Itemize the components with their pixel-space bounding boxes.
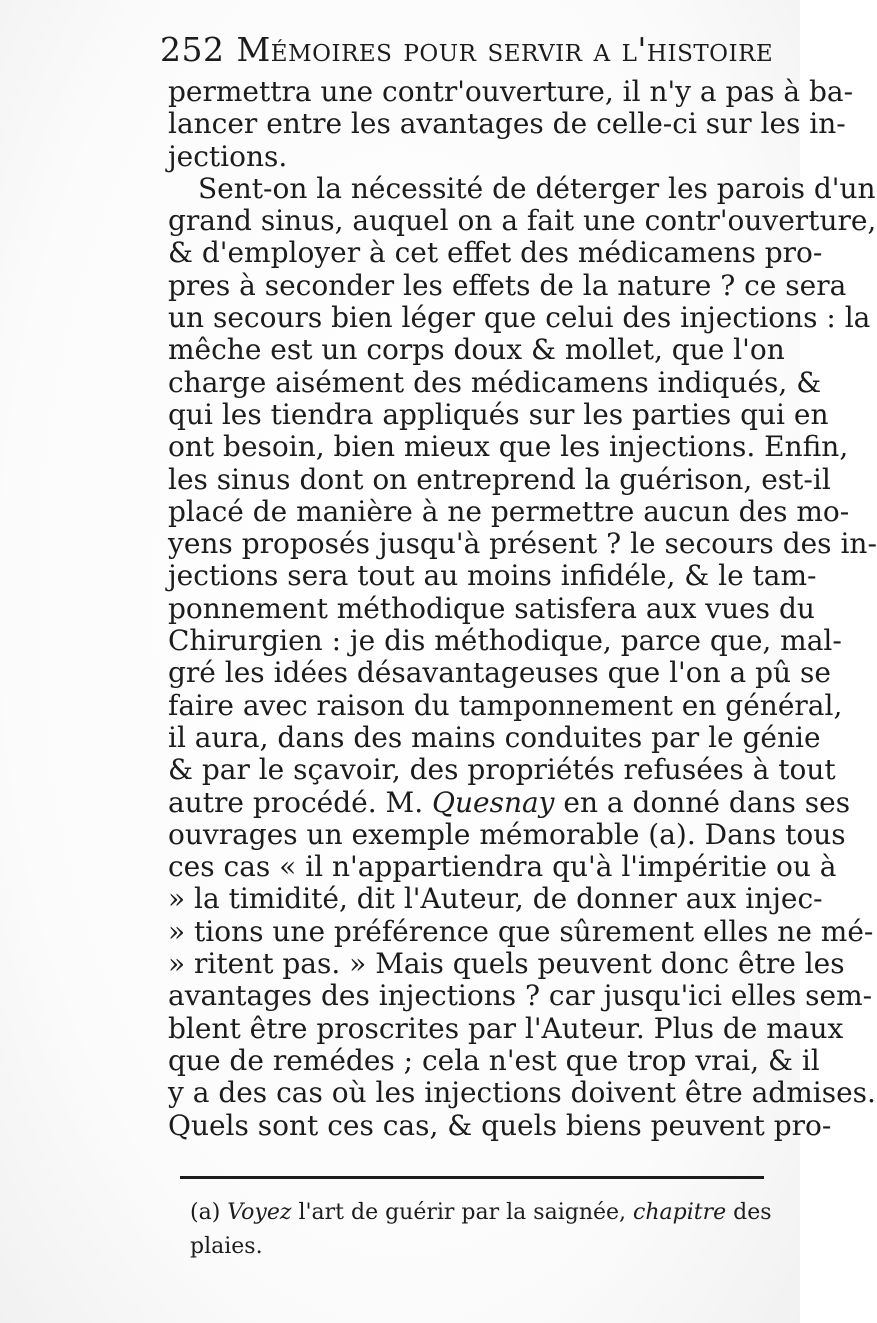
footnote-text: l'art de guérir par la saignée,: [298, 1200, 627, 1225]
page-header: [160, 30, 774, 69]
text-line: qui les tiendra appliqués sur les parties qui en: [168, 397, 829, 431]
text-line: yens proposés jusqu'à présent ? le secours des in-: [168, 527, 877, 561]
footnote-line: [190, 1196, 770, 1230]
text-line: pres à seconder les effets de la nature ? ce sera: [168, 268, 847, 302]
text-line: & d'employer à cet effet des médicamens pro-: [168, 236, 823, 270]
text-line: grand sinus, auquel on a fait une contr'ouverture,: [168, 204, 877, 238]
footnote-marker: (a): [190, 1200, 221, 1225]
text-line: jections sera tout au moins infidéle, & le tam-: [168, 559, 817, 593]
text-line: Chirurgien : je dis méthodique, parce que, mal-: [168, 624, 842, 658]
text-segment: en a donné dans ses: [563, 785, 851, 819]
text-line: gré les idées désavantageuses que l'on a pû se: [168, 656, 831, 690]
text-line-quesnay: [168, 785, 851, 819]
running-title: Mémoires pour servir a l'histoire: [236, 30, 774, 69]
text-line: ponnement méthodique satisfera aux vues du: [168, 591, 815, 625]
footnote-des: des: [733, 1200, 772, 1225]
text-line: ont besoin, bien mieux que les injections. Enfin,: [168, 430, 849, 464]
text-line: & par le sçavoir, des propriétés refusées à tout: [168, 753, 836, 787]
text-line: faire avec raison du tamponnement en général,: [168, 688, 843, 722]
footnote-voyez: Voyez: [227, 1200, 292, 1225]
text-segment: autre procédé. M.: [168, 785, 424, 819]
text-line: ouvrages un exemple mémorable (a). Dans tous: [168, 817, 846, 851]
text-line: mêche est un corps doux & mollet, que l'on: [168, 333, 785, 367]
text-line: y a des cas où les injections doivent être admises.: [168, 1076, 876, 1110]
text-line: avantages des injections ? car jusqu'ici elles sem-: [168, 979, 873, 1013]
text-line: Quels sont ces cas, & quels biens peuvent pro-: [168, 1108, 832, 1142]
text-line: il aura, dans des mains conduites par le génie: [168, 720, 821, 754]
text-line: » ritent pas. » Mais quels peuvent donc être les: [168, 947, 845, 981]
text-line: un secours bien léger que celui des injections : la: [168, 301, 871, 335]
text-line: » la timidité, dit l'Auteur, de donner aux injec-: [168, 882, 823, 916]
page-number: 252: [160, 30, 225, 69]
text-line: jections.: [168, 139, 288, 173]
text-line: permettra une contr'ouverture, il n'y a pas à ba-: [168, 75, 854, 108]
text-line: placé de manière à ne permettre aucun des mo-: [168, 494, 850, 528]
footnote-line: plaies.: [190, 1234, 263, 1259]
text-line: les sinus dont on entreprend la guérison, est-il: [168, 462, 831, 496]
text-line: » tions une préférence que sûrement elles ne mé-: [168, 914, 874, 948]
text-line: Sent-on la nécessité de déterger les parois d'un: [198, 171, 876, 205]
body-text: [168, 75, 877, 1142]
footnote-rule: [180, 1176, 764, 1179]
text-line: lancer entre les avantages de celle-ci sur les in-: [168, 107, 846, 141]
footnote: [190, 1196, 770, 1264]
author-name-quesnay: Quesnay: [432, 785, 555, 819]
text-line: ces cas « il n'appartiendra qu'à l'impéritie ou à: [168, 850, 837, 884]
text-line: que de remédes ; cela n'est que trop vrai, & il: [168, 1043, 820, 1077]
footnote-chapitre: chapitre: [633, 1200, 727, 1225]
text-line: charge aisément des médicamens indiqués, &: [168, 365, 822, 399]
text-line: blent être proscrites par l'Auteur. Plus de maux: [168, 1011, 844, 1045]
